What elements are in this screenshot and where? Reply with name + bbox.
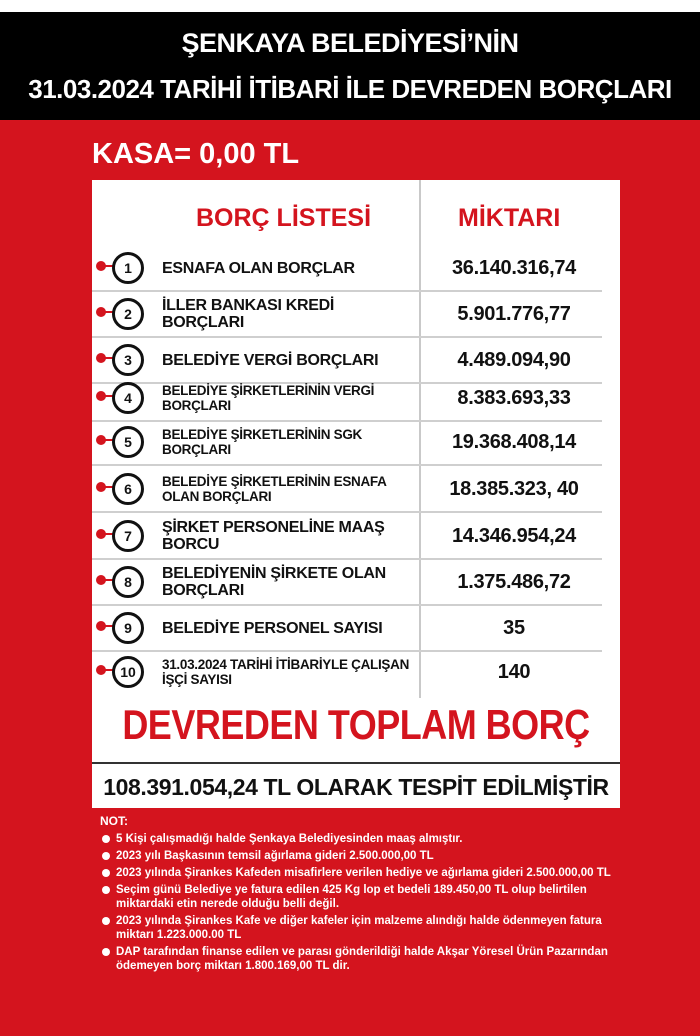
- table-row: [92, 376, 602, 422]
- row-label: ŞİRKET PERSONELİNE MAAŞ BORCU: [162, 519, 385, 553]
- header-subtitle: 31.03.2024 TARİHİ İTİBARİ İLE DEVREDEN BORÇLARI: [28, 74, 672, 104]
- row-number: 2: [112, 298, 144, 330]
- table-row: [92, 292, 602, 338]
- column-header-list: BORÇ LİSTESİ: [196, 204, 372, 232]
- row-value: 14.346.954,24: [451, 524, 576, 547]
- row-label: BELEDİYE VERGİ BORÇLARI: [162, 351, 379, 369]
- column-header-amount: MİKTARI: [458, 204, 561, 232]
- table-row: [92, 420, 602, 466]
- row-label: 31.03.2024 TARİHİ İTİBARİYLE ÇALIŞAN İŞÇİ SAYISI: [162, 657, 410, 687]
- row-number: 10: [112, 656, 144, 688]
- header-banner: [0, 12, 700, 120]
- row-number: 9: [112, 612, 144, 644]
- row-number: 3: [112, 344, 144, 376]
- row-label: BELEDİYE ŞİRKETLERİNİN ESNAFA OLAN BORÇLARI: [162, 474, 387, 504]
- row-value: 18.385.323, 40: [449, 477, 579, 500]
- notes-section: [100, 814, 620, 976]
- total-debt-value: 108.391.054,24 TL OLARAK TESPİT EDİLMİŞTİR: [92, 766, 620, 808]
- table-row: [92, 606, 602, 652]
- note-item: 2023 yılı Başkasının temsil ağırlama gideri 2.500.000,00 TL: [100, 849, 620, 863]
- row-value: 1.375.486,72: [457, 570, 571, 593]
- row-label: BELEDİYE ŞİRKETLERİNİN VERGİ BORÇLARI: [162, 383, 375, 413]
- row-number: 6: [112, 473, 144, 505]
- row-value: 35: [503, 616, 525, 639]
- row-value: 36.140.316,74: [451, 256, 576, 279]
- row-label: ESNAFA OLAN BORÇLAR: [162, 259, 355, 277]
- notes-heading: NOT:: [100, 814, 128, 828]
- table-row: [92, 467, 602, 513]
- row-number: 5: [112, 426, 144, 458]
- row-value: 4.489.094,90: [457, 348, 571, 371]
- header-title: ŞENKAYA BELEDİYESİ’NİN: [181, 28, 519, 58]
- row-value: 5.901.776,77: [457, 302, 571, 325]
- row-number: 4: [112, 382, 144, 414]
- row-value: 19.368.408,14: [451, 430, 576, 453]
- row-value: 140: [497, 660, 531, 683]
- table-row: [92, 246, 602, 292]
- note-item: DAP tarafından finanse edilen ve parası gönderildiği halde Akşar Yöresel Ürün Pazarından ödemeyen borç miktarı 1.800.169,00 TL dir.: [100, 945, 620, 973]
- note-item: 2023 yılında Şirankes Kafe ve diğer kafeler için malzeme alındığı halde ödenmeyen fatura miktarı 1.223.000.00 TL: [100, 914, 620, 942]
- row-number: 7: [112, 520, 144, 552]
- note-item: Seçim günü Belediye ye fatura edilen 425 Kg lop et bedeli 189.450,00 TL olup belirtilen miktardaki etin nerede olduğu belli değil.: [100, 883, 620, 911]
- row-number: 1: [112, 252, 144, 284]
- row-label: İLLER BANKASI KREDİ BORÇLARI: [162, 297, 335, 331]
- note-item: 5 Kişi çalışmadığı halde Şenkaya Belediyesinden maaş almıştır.: [100, 832, 620, 846]
- row-label: BELEDİYE PERSONEL SAYISI: [162, 619, 383, 637]
- note-item: 2023 yılında Şirankes Kafeden misafirlere verilen hediye ve ağırlama gideri 2.500.000,00 TL: [100, 866, 620, 880]
- total-divider: [92, 762, 620, 764]
- row-value: 8.383.693,33: [457, 386, 571, 409]
- table-row: [92, 560, 602, 606]
- total-debt-title: DEVREDEN TOPLAM BORÇ: [122, 700, 590, 748]
- table-row: [92, 514, 602, 560]
- row-number: 8: [112, 566, 144, 598]
- row-label: BELEDİYE ŞİRKETLERİNİN SGK BORÇLARI: [162, 427, 362, 457]
- kasa-balance: KASA= 0,00 TL: [92, 138, 300, 170]
- row-label: BELEDİYENİN ŞİRKETE OLAN BORÇLARI: [162, 565, 386, 599]
- table-row: [92, 650, 602, 694]
